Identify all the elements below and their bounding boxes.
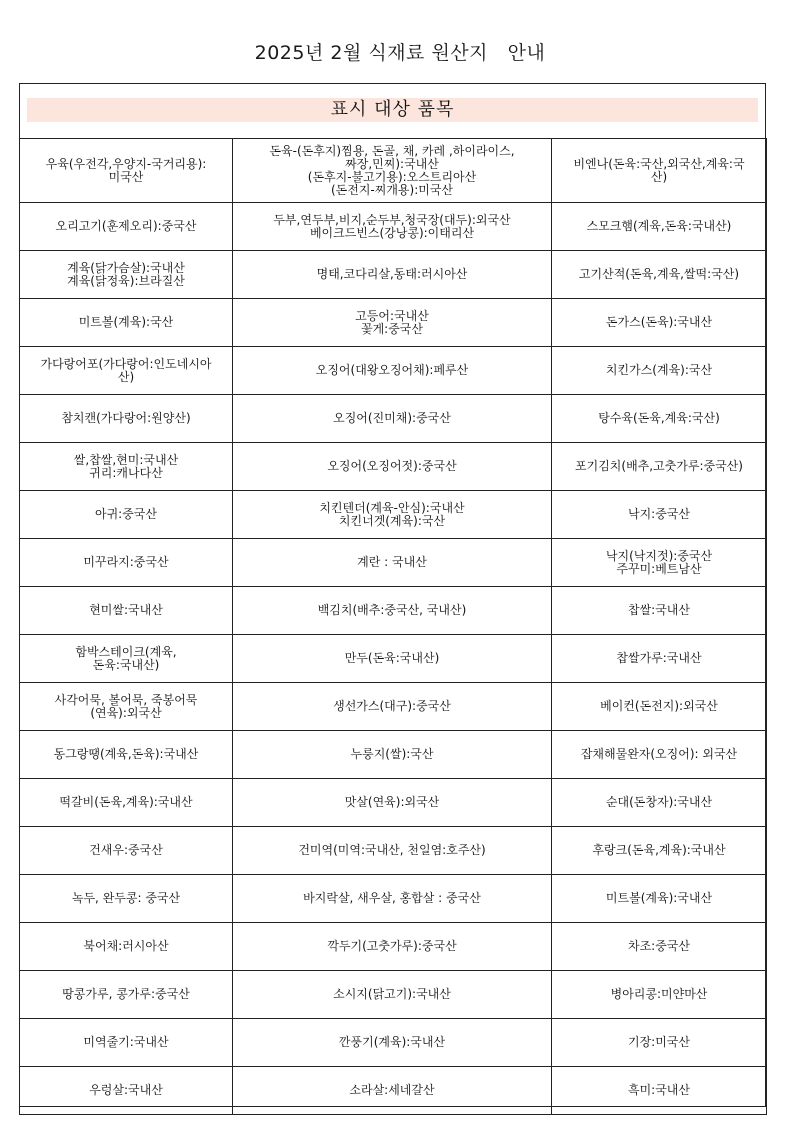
table-row xyxy=(20,827,767,875)
table-cell xyxy=(552,1019,767,1067)
cell-text: (연육):외국산 xyxy=(90,705,162,720)
table-cell xyxy=(20,875,233,923)
cell-text: 땅콩가루, 콩가루:중국산 xyxy=(62,987,190,1001)
cell-text: 건미역(미역:국내산, 천일염:호주산) xyxy=(298,843,486,857)
table-cell xyxy=(233,443,552,491)
table-row xyxy=(20,779,767,827)
table-row xyxy=(20,203,767,251)
cell-text: 아귀:중국산 xyxy=(94,507,157,521)
table-row xyxy=(20,491,767,539)
table-cell xyxy=(552,635,767,683)
origin-grid xyxy=(19,138,767,1115)
table-cell xyxy=(552,203,767,251)
table-cell xyxy=(552,923,767,971)
cell-text: 주꾸미:베트남산 xyxy=(616,561,702,576)
table-cell xyxy=(20,827,233,875)
cell-text: 녹두, 완두콩: 중국산 xyxy=(71,891,181,905)
table-cell xyxy=(552,827,767,875)
table-row xyxy=(20,923,767,971)
cell-text: 명태,코다리살,동태:러시아산 xyxy=(316,267,468,281)
cell-text: 돈육:국내산) xyxy=(92,657,160,672)
cell-text: 치킨텐더(계육-안심):국내산 xyxy=(319,500,465,515)
cell-text: 생선가스(대구):중국산 xyxy=(333,699,451,713)
cell-text: 계육(닭정육):브라질산 xyxy=(67,273,185,288)
cell-text: 소라살:세네갈산 xyxy=(349,1083,435,1097)
cell-text: 차조:중국산 xyxy=(627,939,690,953)
cell-text: (돈전지-찌개용):미국산 xyxy=(330,182,454,197)
table-row xyxy=(20,875,767,923)
cell-text: 치킨너겟(계육):국산 xyxy=(338,513,446,528)
cell-text: 만두(돈육:국내산) xyxy=(344,651,440,665)
table-cell xyxy=(20,971,233,1019)
cell-text: 산) xyxy=(117,369,135,384)
cell-text: 함박스테이크(계육, xyxy=(75,644,177,659)
table-cell xyxy=(20,251,233,299)
table-cell xyxy=(552,875,767,923)
table-cell xyxy=(20,299,233,347)
table-cell xyxy=(20,731,233,779)
table-cell xyxy=(233,731,552,779)
table-cell xyxy=(552,139,767,203)
cell-text: 미역줄기:국내산 xyxy=(83,1035,169,1049)
table-cell xyxy=(233,139,552,203)
cell-text: 병아리콩:미얀마산 xyxy=(610,987,708,1001)
table-cell xyxy=(233,971,552,1019)
table-cell xyxy=(552,587,767,635)
origin-table xyxy=(19,83,766,1107)
table-row xyxy=(20,539,767,587)
cell-text: 건새우:중국산 xyxy=(89,843,163,857)
cell-text: 가다랑어포(가다랑어:인도네시아 xyxy=(40,356,212,371)
cell-text: 흑미:국내산 xyxy=(627,1083,690,1097)
cell-text: 쌀,찹쌀,현미:국내산 xyxy=(73,452,179,467)
table-row xyxy=(20,683,767,731)
table-cell xyxy=(233,923,552,971)
cell-text: 찹쌀:국내산 xyxy=(627,603,690,617)
cell-text: 탕수육(돈육,계육:국산) xyxy=(598,411,720,425)
table-cell xyxy=(233,491,552,539)
cell-text: 두부,연두부,비지,순두부,청국장(대두):외국산 xyxy=(273,212,511,227)
table-cell xyxy=(552,347,767,395)
table-row xyxy=(20,635,767,683)
cell-text: 미국산 xyxy=(108,169,144,184)
table-cell xyxy=(20,923,233,971)
cell-text: 귀리:캐나다산 xyxy=(89,465,163,480)
table-cell xyxy=(233,827,552,875)
cell-text: 비엔나(돈육:국산,외국산,계육:국 xyxy=(573,156,745,171)
table-cell xyxy=(552,539,767,587)
cell-text: 참치캔(가다랑어:원양산) xyxy=(61,411,191,425)
table-cell xyxy=(233,779,552,827)
cell-text: 돈가스(돈육):국내산 xyxy=(605,315,713,329)
cell-text: (돈후지-불고기용):오스트리아산 xyxy=(307,169,477,184)
cell-text: 베이컨(돈전지):외국산 xyxy=(600,699,718,713)
table-row xyxy=(20,443,767,491)
table-cell xyxy=(20,139,233,203)
table-cell xyxy=(233,1067,552,1115)
cell-text: 치킨가스(계육):국산 xyxy=(605,363,713,377)
table-cell xyxy=(552,731,767,779)
table-cell xyxy=(552,1067,767,1115)
table-cell xyxy=(20,587,233,635)
table-row xyxy=(20,971,767,1019)
cell-text: 베이크드빈스(강낭콩):이태리산 xyxy=(309,225,475,240)
table-cell xyxy=(20,683,233,731)
table-cell xyxy=(233,875,552,923)
table-row xyxy=(20,1067,767,1115)
table-cell xyxy=(233,203,552,251)
table-cell xyxy=(552,443,767,491)
cell-text: 짜장,민찌):국내산 xyxy=(345,156,439,171)
table-cell xyxy=(552,683,767,731)
cell-text: 낙지:중국산 xyxy=(627,507,690,521)
table-cell xyxy=(233,251,552,299)
table-row xyxy=(20,347,767,395)
table-cell xyxy=(233,635,552,683)
cell-text: 꽃게:중국산 xyxy=(360,321,423,336)
table-cell xyxy=(552,779,767,827)
cell-text: 기장:미국산 xyxy=(627,1035,690,1049)
table-cell xyxy=(233,347,552,395)
cell-text: 오징어(대왕오징어채):페루산 xyxy=(315,363,469,377)
table-cell xyxy=(20,395,233,443)
cell-text: 미꾸라지:중국산 xyxy=(83,555,169,569)
table-cell xyxy=(20,1067,233,1115)
table-cell xyxy=(233,539,552,587)
cell-text: 잡채해물완자(오징어): 외국산 xyxy=(580,747,738,761)
cell-text: 오리고기(훈제오리):중국산 xyxy=(55,219,197,233)
cell-text: 미트볼(계육):국산 xyxy=(78,315,174,329)
table-header: 표시 대상 품목 xyxy=(27,98,758,122)
table-cell xyxy=(233,683,552,731)
cell-text: 돈육-(돈후지)찜용, 돈골, 채, 카레 ,하이라이스, xyxy=(269,143,515,158)
cell-text: 계육(닭가슴살):국내산 xyxy=(67,260,185,275)
table-cell xyxy=(552,395,767,443)
cell-text: 고기산적(돈육,계육,쌀떡:국산) xyxy=(578,267,740,281)
cell-text: 낙지(낙지젓):중국산 xyxy=(605,548,713,563)
origin-grid-body xyxy=(20,139,767,1115)
table-row xyxy=(20,299,767,347)
table-cell xyxy=(552,251,767,299)
table-cell xyxy=(233,587,552,635)
table-cell xyxy=(552,299,767,347)
cell-text: 바지락살, 새우살, 홍합살 : 중국산 xyxy=(303,891,481,905)
table-row xyxy=(20,1019,767,1067)
table-cell xyxy=(20,635,233,683)
cell-text: 깍두기(고춧가루):중국산 xyxy=(327,939,457,953)
cell-text: 우렁살:국내산 xyxy=(89,1083,163,1097)
table-cell xyxy=(233,299,552,347)
cell-text: 현미쌀:국내산 xyxy=(89,603,163,617)
table-row xyxy=(20,587,767,635)
cell-text: 오징어(오징어젓):중국산 xyxy=(327,459,457,473)
table-row xyxy=(20,395,767,443)
cell-text: 떡갈비(돈육,계육):국내산 xyxy=(59,795,193,809)
cell-text: 동그랑땡(계육,돈육):국내산 xyxy=(53,747,199,761)
table-row xyxy=(20,139,767,203)
cell-text: 깐풍기(계육):국내산 xyxy=(338,1035,446,1049)
cell-text: 스모크햄(계육,돈육:국내산) xyxy=(586,219,732,233)
cell-text: 산) xyxy=(650,169,668,184)
table-cell xyxy=(20,443,233,491)
cell-text: 찹쌀가루:국내산 xyxy=(616,651,702,665)
cell-text: 사각어묵, 볼어묵, 죽봉어묵 xyxy=(54,692,198,707)
table-row xyxy=(20,251,767,299)
cell-text: 계란 : 국내산 xyxy=(357,555,427,569)
document-title: 2025년 2월 식재료 원산지 안내 xyxy=(254,42,546,64)
table-cell xyxy=(20,539,233,587)
table-row xyxy=(20,731,767,779)
cell-text: 순대(돈창자):국내산 xyxy=(605,795,713,809)
table-cell xyxy=(20,491,233,539)
cell-text: 백김치(배추:중국산, 국내산) xyxy=(317,603,467,617)
table-cell xyxy=(552,491,767,539)
cell-text: 북어채:러시아산 xyxy=(83,939,169,953)
cell-text: 우육(우전각,우양지-국거리용): xyxy=(45,156,207,171)
cell-text: 맛살(연육):외국산 xyxy=(344,795,440,809)
cell-text: 후랑크(돈육,계육):국내산 xyxy=(592,843,726,857)
cell-text: 고등어:국내산 xyxy=(355,308,429,323)
cell-text: 포기김치(배추,고춧가루:중국산) xyxy=(575,459,743,473)
table-cell xyxy=(20,347,233,395)
cell-text: 오징어(진미채):중국산 xyxy=(333,411,451,425)
table-cell xyxy=(20,779,233,827)
cell-text: 소시지(닭고기):국내산 xyxy=(333,987,451,1001)
table-cell xyxy=(233,1019,552,1067)
table-cell xyxy=(552,971,767,1019)
cell-text: 누룽지(쌀):국산 xyxy=(350,747,434,761)
cell-text: 미트볼(계육):국내산 xyxy=(605,891,713,905)
table-cell xyxy=(20,1019,233,1067)
table-cell xyxy=(233,395,552,443)
table-cell xyxy=(20,203,233,251)
